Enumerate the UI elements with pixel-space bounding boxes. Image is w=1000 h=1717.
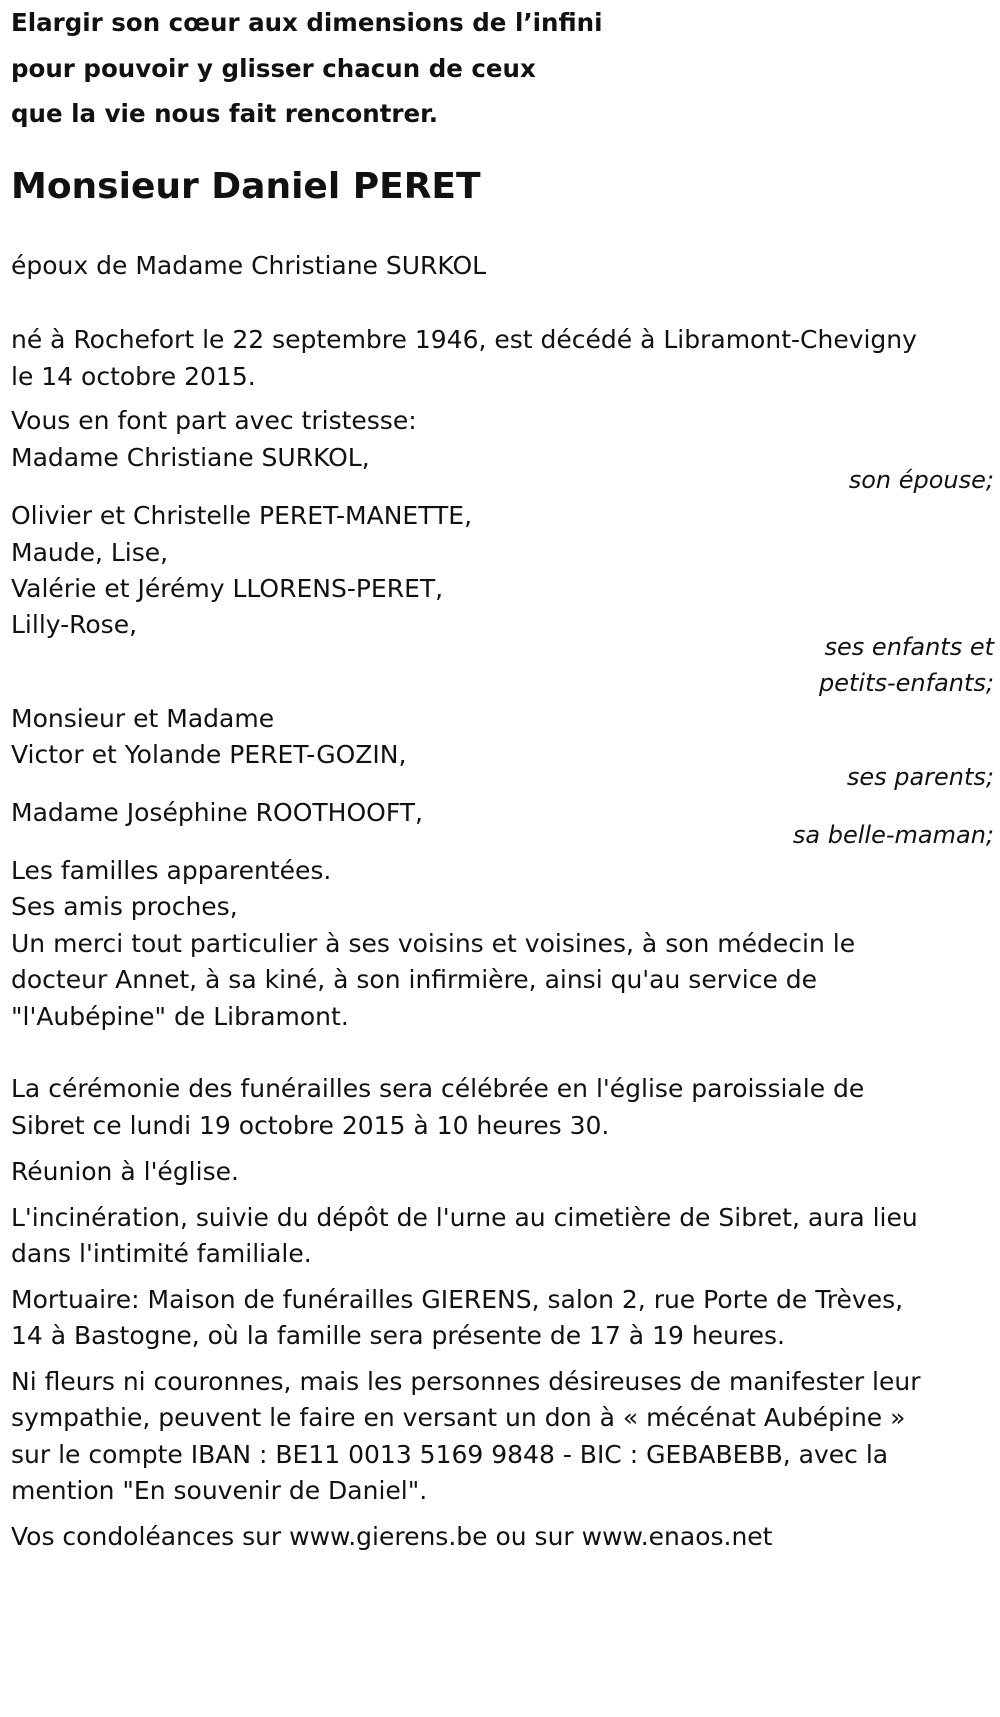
flowers-line-4: mention "En souvenir de Daniel". [11, 1476, 428, 1505]
child-line-1: Olivier et Christelle PERET-MANETTE, [11, 501, 473, 530]
thanks-line-1: Un merci tout particulier à ses voisins et voisines, à son médecin le [11, 929, 856, 958]
families-line: Les familles apparentées. [11, 856, 332, 885]
cremation-line-1: L'incinération, suivie du dépôt de l'urne au cimetière de Sibret, aura lieu [11, 1203, 918, 1232]
mother-in-law-name: Madame Joséphine ROOTHOOFT, [11, 798, 423, 827]
quote-line-1: Elargir son cœur aux dimensions de l’infini [11, 8, 603, 37]
mortuary-line-2: 14 à Bastogne, où la famille sera présente de 17 à 19 heures. [11, 1321, 785, 1350]
thanks-line-2: docteur Annet, à sa kiné, à son infirmière, ainsi qu'au service de [11, 965, 818, 994]
condolences-line: Vos condoléances sur www.gierens.be ou sur www.enaos.net [11, 1522, 773, 1551]
child-line-4: Lilly-Rose, [11, 610, 138, 639]
quote-line-3: que la vie nous fait rencontrer. [11, 99, 439, 128]
flowers-line-1: Ni fleurs ni couronnes, mais les personnes désireuses de manifester leur [11, 1367, 921, 1396]
birth-line-1: né à Rochefort le 22 septembre 1946, est décédé à Libramont-Chevigny [11, 325, 917, 354]
spouse-line: époux de Madame Christiane SURKOL [11, 251, 487, 280]
page-title: Monsieur Daniel PERET [11, 166, 481, 207]
children-role-2: petits-enfants; [819, 669, 994, 697]
parents-line-1: Monsieur et Madame [11, 704, 275, 733]
parents-line-2: Victor et Yolande PERET-GOZIN, [11, 740, 407, 769]
spouse-role: son épouse; [848, 466, 994, 494]
flowers-line-2: sympathie, peuvent le faire en versant un don à « mécénat Aubépine » [11, 1403, 906, 1432]
quote-line-2: pour pouvoir y glisser chacun de ceux [11, 54, 536, 83]
ceremony-line-2: Sibret ce lundi 19 octobre 2015 à 10 heures 30. [11, 1111, 610, 1140]
children-role-1: ses enfants et [824, 633, 994, 661]
child-line-3: Valérie et Jérémy LLORENS-PERET, [11, 574, 444, 603]
thanks-line-3: "l'Aubépine" de Libramont. [11, 1002, 349, 1031]
spouse-name: Madame Christiane SURKOL, [11, 443, 370, 472]
family-intro: Vous en font part avec tristesse: [11, 406, 417, 435]
flowers-line-3: sur le compte IBAN : BE11 0013 5169 9848 - BIC : GEBABEBB, avec la [11, 1440, 889, 1469]
child-line-2: Maude, Lise, [11, 538, 169, 567]
meeting-line: Réunion à l'église. [11, 1157, 239, 1186]
parents-role: ses parents; [846, 763, 994, 791]
mother-in-law-role: sa belle-maman; [792, 821, 994, 849]
friends-line: Ses amis proches, [11, 892, 238, 921]
mortuary-line-1: Mortuaire: Maison de funérailles GIERENS, salon 2, rue Porte de Trèves, [11, 1285, 904, 1314]
ceremony-line-1: La cérémonie des funérailles sera célébrée en l'église paroissiale de [11, 1074, 865, 1103]
cremation-line-2: dans l'intimité familiale. [11, 1239, 312, 1268]
birth-line-2: le 14 octobre 2015. [11, 362, 256, 391]
